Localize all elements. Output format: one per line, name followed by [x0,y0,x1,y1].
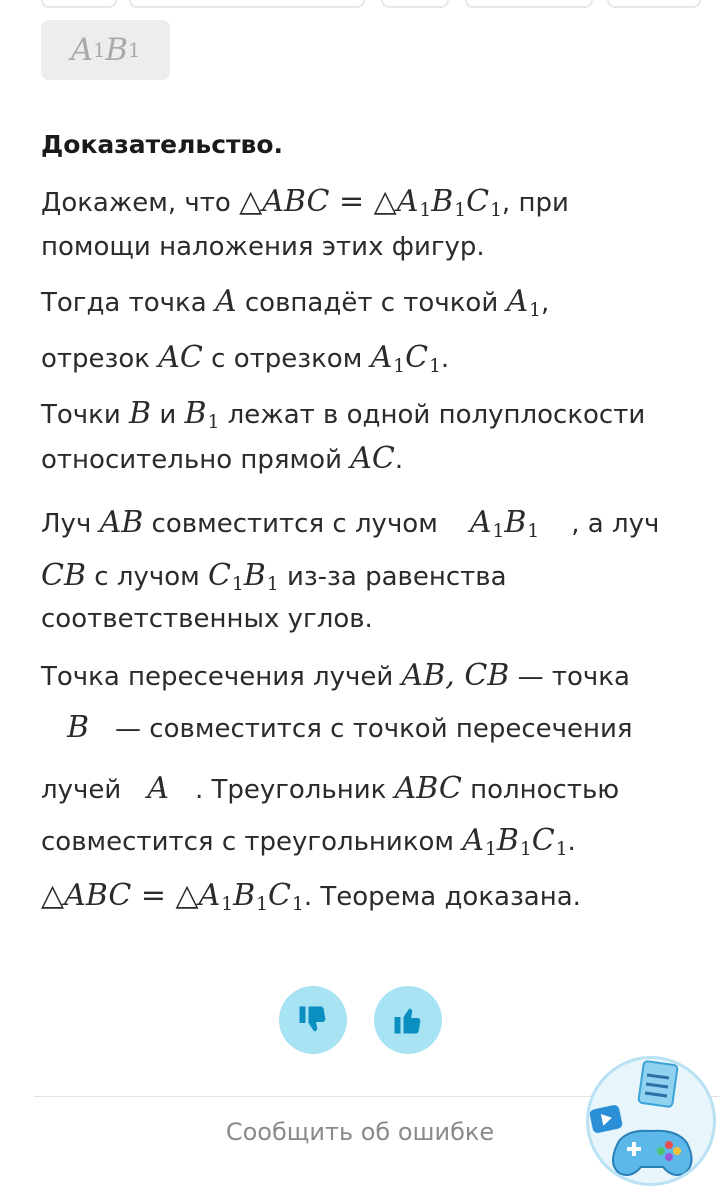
answer-chip[interactable] [41,0,117,8]
proof-line: Луч AB совместится с лучом $A_1B_1$ , а луч [41,501,659,554]
answer-chip[interactable] [465,0,593,8]
proof-line: B — совместится с точкой пересечения [41,706,633,751]
answer-chip[interactable] [607,0,701,8]
answer-chip[interactable] [381,0,449,8]
dislike-button[interactable] [279,986,347,1054]
proof-line: Докажем, что △ABC = $\triangle A_1B_1C_1$, при [41,184,569,221]
proof-line: Точки B и $B_1$ лежат в одной полуплоскости [41,396,646,433]
proof-line: отрезок AC с отрезком $A_1C_1$. [41,340,450,377]
answer-chip-a1b1[interactable]: A 1 B 1 [41,20,170,80]
answer-slot-a1b1[interactable]: $A_1B_1$ [469,505,540,542]
proof-line: △ABC = $\triangle A_1B_1C_1$. Теорема доказана. [41,878,581,915]
answer-chip[interactable] [129,0,365,8]
thumbs-down-icon [295,1002,331,1038]
answer-slot-a[interactable]: A [147,771,169,806]
proof-line: относительно прямой AC. [41,441,404,476]
thumbs-up-icon [390,1002,426,1038]
proof-line: совместится с треугольником $A_1B_1C_1$. [41,823,576,860]
previous-answer-chips [41,0,720,6]
proof-line: помощи наложения этих фигур. [41,232,485,262]
mascot-icon [589,1059,713,1183]
like-button[interactable] [374,986,442,1054]
proof-line: лучей A . Треугольник ABC полностью [41,767,619,812]
proof-line: соответственных углов. [41,604,373,634]
proof-title: Доказательство. [41,130,284,159]
proof-line: Точка пересечения лучей AB, CB — точка [41,658,630,693]
proof-line: CB с лучом $C_1B_1$ из-за равенства [41,558,507,595]
report-error-link[interactable]: Сообщить об ошибке [225,1118,495,1146]
proof-line: Тогда точка A совпадёт с точкой $A_1$, [41,284,550,321]
mascot-widget[interactable] [586,1056,716,1186]
answer-slot-b[interactable]: B [67,710,90,745]
